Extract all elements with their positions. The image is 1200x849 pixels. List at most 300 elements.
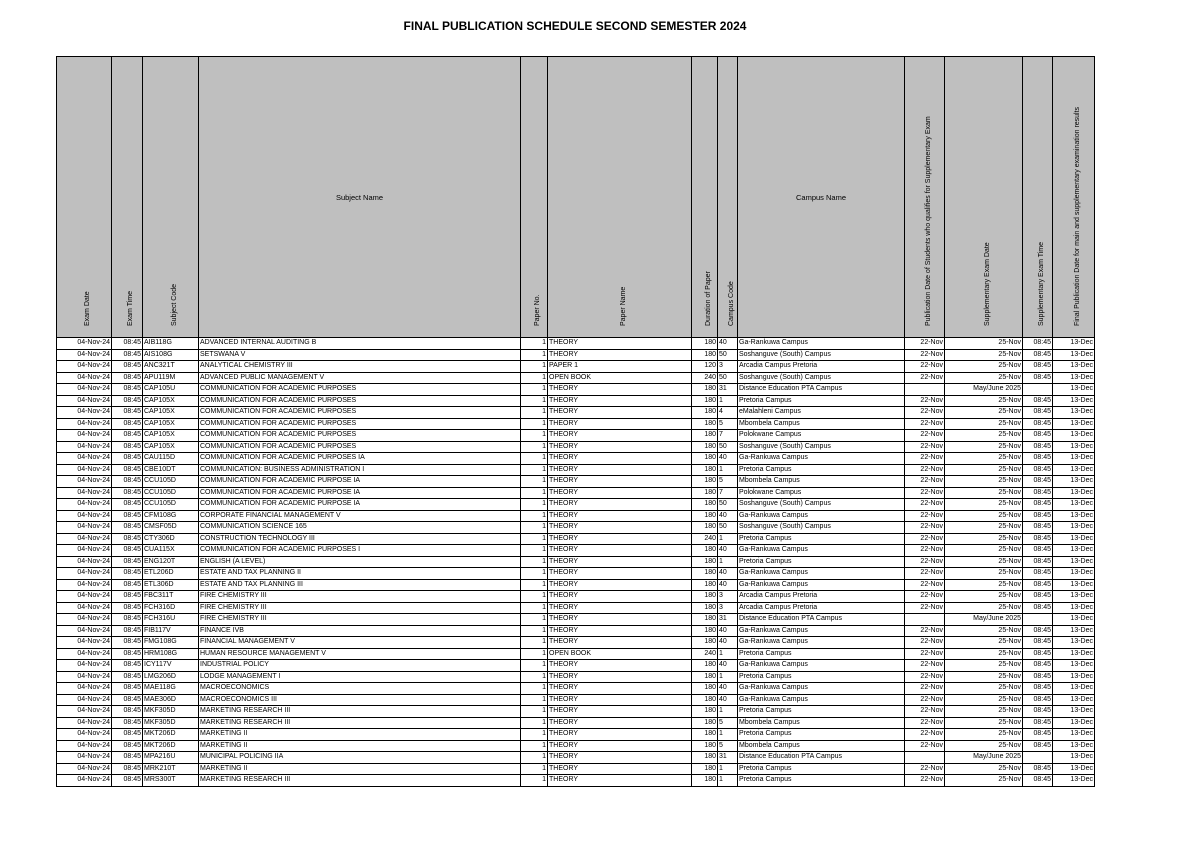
cell-exam-time: 08:45	[112, 556, 143, 568]
cell-exam-time: 08:45	[112, 430, 143, 442]
cell-subject-name: ENGLISH (A LEVEL)	[199, 556, 521, 568]
cell-publication-date: 22-Nov	[905, 763, 945, 775]
cell-exam-time: 08:45	[112, 499, 143, 511]
cell-paper-no: 1	[521, 740, 548, 752]
cell-final-publication: 13-Dec	[1053, 683, 1095, 695]
cell-supp-exam-time: 08:45	[1023, 476, 1053, 488]
cell-duration: 240	[692, 533, 718, 545]
table-row	[57, 556, 1095, 568]
cell-exam-time: 08:45	[112, 453, 143, 465]
cell-subject-code: FBC311T	[143, 591, 199, 603]
cell-exam-date: 04-Nov-24	[57, 487, 112, 499]
cell-paper-name: THEORY	[548, 614, 692, 626]
cell-subject-code: MAE306D	[143, 694, 199, 706]
cell-campus-code: 1	[718, 648, 738, 660]
cell-final-publication: 13-Dec	[1053, 602, 1095, 614]
cell-supp-exam-date: May/June 2025	[945, 384, 1023, 396]
cell-final-publication: 13-Dec	[1053, 694, 1095, 706]
cell-supp-exam-date: 25-Nov	[945, 464, 1023, 476]
cell-duration: 240	[692, 372, 718, 384]
cell-supp-exam-date: 25-Nov	[945, 349, 1023, 361]
cell-subject-code: CAP105U	[143, 384, 199, 396]
cell-campus-name: Ga-Rankuwa Campus	[738, 338, 905, 350]
cell-campus-name: Soshanguve (South) Campus	[738, 441, 905, 453]
cell-supp-exam-time: 08:45	[1023, 407, 1053, 419]
cell-final-publication: 13-Dec	[1053, 579, 1095, 591]
cell-supp-exam-date: 25-Nov	[945, 591, 1023, 603]
header-duration: Duration of Paper	[692, 57, 718, 338]
cell-subject-code: ETL306D	[143, 579, 199, 591]
cell-supp-exam-date: 25-Nov	[945, 717, 1023, 729]
cell-duration: 180	[692, 510, 718, 522]
cell-subject-name: ESTATE AND TAX PLANNING III	[199, 579, 521, 591]
cell-supp-exam-date: 25-Nov	[945, 671, 1023, 683]
table-row	[57, 453, 1095, 465]
cell-final-publication: 13-Dec	[1053, 395, 1095, 407]
cell-exam-date: 04-Nov-24	[57, 499, 112, 511]
cell-supp-exam-time: 08:45	[1023, 418, 1053, 430]
table-row	[57, 637, 1095, 649]
cell-paper-name: THEORY	[548, 487, 692, 499]
cell-supp-exam-time: 08:45	[1023, 533, 1053, 545]
table-row	[57, 430, 1095, 442]
cell-duration: 180	[692, 602, 718, 614]
cell-campus-code: 5	[718, 418, 738, 430]
cell-campus-name: Polokwane Campus	[738, 430, 905, 442]
cell-exam-date: 04-Nov-24	[57, 533, 112, 545]
cell-subject-code: MRK210T	[143, 763, 199, 775]
cell-campus-code: 4	[718, 407, 738, 419]
cell-campus-name: Ga-Rankuwa Campus	[738, 579, 905, 591]
cell-exam-time: 08:45	[112, 372, 143, 384]
cell-paper-name: THEORY	[548, 591, 692, 603]
cell-campus-code: 5	[718, 740, 738, 752]
cell-publication-date: 22-Nov	[905, 361, 945, 373]
cell-campus-code: 40	[718, 660, 738, 672]
cell-exam-time: 08:45	[112, 487, 143, 499]
cell-campus-code: 1	[718, 671, 738, 683]
cell-campus-name: Pretoria Campus	[738, 775, 905, 787]
cell-duration: 180	[692, 568, 718, 580]
cell-campus-name: Ga-Rankuwa Campus	[738, 637, 905, 649]
table-row	[57, 579, 1095, 591]
cell-paper-no: 1	[521, 476, 548, 488]
table-row	[57, 372, 1095, 384]
cell-exam-time: 08:45	[112, 775, 143, 787]
cell-supp-exam-date: 25-Nov	[945, 556, 1023, 568]
cell-exam-date: 04-Nov-24	[57, 384, 112, 396]
cell-exam-date: 04-Nov-24	[57, 418, 112, 430]
cell-exam-date: 04-Nov-24	[57, 453, 112, 465]
cell-paper-name: THEORY	[548, 706, 692, 718]
cell-publication-date: 22-Nov	[905, 395, 945, 407]
cell-final-publication: 13-Dec	[1053, 568, 1095, 580]
table-row	[57, 763, 1095, 775]
table-row	[57, 740, 1095, 752]
table-row	[57, 349, 1095, 361]
cell-subject-name: COMMUNICATION FOR ACADEMIC PURPOSES	[199, 395, 521, 407]
cell-paper-name: THEORY	[548, 740, 692, 752]
cell-exam-date: 04-Nov-24	[57, 717, 112, 729]
cell-supp-exam-time	[1023, 752, 1053, 764]
cell-exam-date: 04-Nov-24	[57, 372, 112, 384]
cell-paper-no: 1	[521, 763, 548, 775]
cell-campus-code: 1	[718, 464, 738, 476]
cell-exam-date: 04-Nov-24	[57, 706, 112, 718]
cell-paper-no: 1	[521, 338, 548, 350]
cell-exam-time: 08:45	[112, 717, 143, 729]
cell-exam-time: 08:45	[112, 625, 143, 637]
cell-subject-name: INDUSTRIAL POLICY	[199, 660, 521, 672]
cell-subject-name: MARKETING II	[199, 729, 521, 741]
cell-duration: 180	[692, 637, 718, 649]
cell-paper-name: THEORY	[548, 499, 692, 511]
cell-exam-date: 04-Nov-24	[57, 579, 112, 591]
table-row	[57, 545, 1095, 557]
cell-paper-no: 1	[521, 441, 548, 453]
cell-campus-name: Mbombela Campus	[738, 418, 905, 430]
cell-final-publication: 13-Dec	[1053, 487, 1095, 499]
cell-paper-name: OPEN BOOK	[548, 648, 692, 660]
cell-campus-name: Soshanguve (South) Campus	[738, 372, 905, 384]
table-row	[57, 671, 1095, 683]
cell-publication-date: 22-Nov	[905, 441, 945, 453]
cell-supp-exam-date: May/June 2025	[945, 614, 1023, 626]
table-row	[57, 775, 1095, 787]
cell-paper-name: THEORY	[548, 729, 692, 741]
cell-supp-exam-date: 25-Nov	[945, 430, 1023, 442]
cell-supp-exam-date: 25-Nov	[945, 441, 1023, 453]
cell-supp-exam-date: 25-Nov	[945, 602, 1023, 614]
cell-supp-exam-time: 08:45	[1023, 545, 1053, 557]
cell-publication-date: 22-Nov	[905, 349, 945, 361]
cell-publication-date: 22-Nov	[905, 729, 945, 741]
cell-supp-exam-date: 25-Nov	[945, 648, 1023, 660]
cell-subject-name: MARKETING RESEARCH III	[199, 717, 521, 729]
cell-exam-time: 08:45	[112, 395, 143, 407]
cell-campus-name: Pretoria Campus	[738, 729, 905, 741]
cell-paper-no: 1	[521, 637, 548, 649]
cell-campus-code: 50	[718, 499, 738, 511]
table-row	[57, 464, 1095, 476]
cell-exam-date: 04-Nov-24	[57, 407, 112, 419]
cell-exam-date: 04-Nov-24	[57, 545, 112, 557]
cell-duration: 180	[692, 338, 718, 350]
cell-supp-exam-date: 25-Nov	[945, 775, 1023, 787]
cell-final-publication: 13-Dec	[1053, 763, 1095, 775]
cell-supp-exam-time: 08:45	[1023, 717, 1053, 729]
cell-paper-name: THEORY	[548, 476, 692, 488]
cell-supp-exam-date: 25-Nov	[945, 545, 1023, 557]
cell-duration: 180	[692, 407, 718, 419]
cell-supp-exam-date: 25-Nov	[945, 476, 1023, 488]
table-row	[57, 614, 1095, 626]
cell-exam-date: 04-Nov-24	[57, 740, 112, 752]
cell-campus-code: 7	[718, 430, 738, 442]
table-row	[57, 706, 1095, 718]
cell-campus-name: Ga-Rankuwa Campus	[738, 683, 905, 695]
cell-supp-exam-time: 08:45	[1023, 441, 1053, 453]
table-row	[57, 752, 1095, 764]
cell-exam-date: 04-Nov-24	[57, 441, 112, 453]
cell-subject-code: ENG120T	[143, 556, 199, 568]
cell-paper-name: THEORY	[548, 545, 692, 557]
cell-final-publication: 13-Dec	[1053, 706, 1095, 718]
table-row	[57, 476, 1095, 488]
cell-exam-time: 08:45	[112, 602, 143, 614]
cell-supp-exam-date: 25-Nov	[945, 660, 1023, 672]
cell-publication-date: 22-Nov	[905, 625, 945, 637]
cell-exam-date: 04-Nov-24	[57, 660, 112, 672]
cell-paper-no: 1	[521, 752, 548, 764]
cell-exam-time: 08:45	[112, 361, 143, 373]
cell-paper-no: 1	[521, 706, 548, 718]
cell-campus-code: 3	[718, 602, 738, 614]
cell-exam-time: 08:45	[112, 441, 143, 453]
cell-final-publication: 13-Dec	[1053, 510, 1095, 522]
cell-duration: 120	[692, 361, 718, 373]
cell-duration: 180	[692, 453, 718, 465]
cell-supp-exam-time: 08:45	[1023, 349, 1053, 361]
cell-subject-code: CCU105D	[143, 499, 199, 511]
cell-duration: 180	[692, 430, 718, 442]
cell-paper-no: 1	[521, 418, 548, 430]
cell-paper-name: THEORY	[548, 660, 692, 672]
cell-campus-name: Ga-Rankuwa Campus	[738, 545, 905, 557]
cell-supp-exam-date: 25-Nov	[945, 487, 1023, 499]
cell-supp-exam-time: 08:45	[1023, 671, 1053, 683]
cell-final-publication: 13-Dec	[1053, 361, 1095, 373]
cell-publication-date: 22-Nov	[905, 568, 945, 580]
cell-exam-date: 04-Nov-24	[57, 671, 112, 683]
cell-subject-code: CAP105X	[143, 430, 199, 442]
cell-campus-name: Pretoria Campus	[738, 395, 905, 407]
cell-exam-time: 08:45	[112, 706, 143, 718]
cell-subject-name: COMMUNICATION FOR ACADEMIC PURPOSES IA	[199, 453, 521, 465]
cell-supp-exam-time: 08:45	[1023, 625, 1053, 637]
cell-duration: 180	[692, 441, 718, 453]
cell-subject-code: CAU115D	[143, 453, 199, 465]
cell-exam-date: 04-Nov-24	[57, 648, 112, 660]
cell-paper-name: THEORY	[548, 407, 692, 419]
cell-publication-date: 22-Nov	[905, 648, 945, 660]
cell-paper-name: PAPER 1	[548, 361, 692, 373]
cell-supp-exam-date: 25-Nov	[945, 740, 1023, 752]
cell-duration: 180	[692, 752, 718, 764]
cell-supp-exam-time: 08:45	[1023, 510, 1053, 522]
header-supp-exam-date: Supplementary Exam Date	[945, 57, 1023, 338]
cell-subject-code: MPA216U	[143, 752, 199, 764]
cell-subject-name: COMMUNICATION FOR ACADEMIC PURPOSE IA	[199, 487, 521, 499]
table-row	[57, 683, 1095, 695]
cell-supp-exam-date: 25-Nov	[945, 453, 1023, 465]
cell-subject-name: MUNICIPAL POLICING IIA	[199, 752, 521, 764]
cell-duration: 180	[692, 418, 718, 430]
cell-subject-name: MARKETING II	[199, 763, 521, 775]
cell-duration: 180	[692, 614, 718, 626]
cell-exam-date: 04-Nov-24	[57, 602, 112, 614]
cell-campus-name: Ga-Rankuwa Campus	[738, 625, 905, 637]
table-row	[57, 338, 1095, 350]
cell-supp-exam-date: 25-Nov	[945, 729, 1023, 741]
cell-paper-no: 1	[521, 556, 548, 568]
cell-paper-no: 1	[521, 775, 548, 787]
cell-exam-time: 08:45	[112, 407, 143, 419]
cell-paper-no: 1	[521, 568, 548, 580]
cell-campus-code: 3	[718, 361, 738, 373]
page-title: FINAL PUBLICATION SCHEDULE SECOND SEMESTER 2024	[403, 19, 747, 33]
cell-subject-name: COMMUNICATION: BUSINESS ADMINISTRATION I	[199, 464, 521, 476]
cell-campus-code: 50	[718, 349, 738, 361]
cell-final-publication: 13-Dec	[1053, 476, 1095, 488]
cell-exam-time: 08:45	[112, 683, 143, 695]
cell-supp-exam-time: 08:45	[1023, 395, 1053, 407]
cell-subject-name: SETSWANA V	[199, 349, 521, 361]
cell-exam-date: 04-Nov-24	[57, 591, 112, 603]
cell-subject-name: COMMUNICATION FOR ACADEMIC PURPOSE IA	[199, 499, 521, 511]
cell-exam-date: 04-Nov-24	[57, 338, 112, 350]
cell-exam-date: 04-Nov-24	[57, 476, 112, 488]
cell-subject-code: FMG108G	[143, 637, 199, 649]
cell-subject-name: MACROECONOMICS	[199, 683, 521, 695]
cell-supp-exam-time: 08:45	[1023, 430, 1053, 442]
cell-supp-exam-date: 25-Nov	[945, 510, 1023, 522]
table-row	[57, 510, 1095, 522]
cell-campus-name: Pretoria Campus	[738, 763, 905, 775]
cell-duration: 180	[692, 763, 718, 775]
cell-exam-time: 08:45	[112, 338, 143, 350]
cell-paper-no: 1	[521, 648, 548, 660]
cell-exam-date: 04-Nov-24	[57, 395, 112, 407]
table-row	[57, 395, 1095, 407]
cell-exam-date: 04-Nov-24	[57, 349, 112, 361]
cell-duration: 180	[692, 775, 718, 787]
cell-exam-date: 04-Nov-24	[57, 763, 112, 775]
table-row	[57, 694, 1095, 706]
cell-exam-date: 04-Nov-24	[57, 694, 112, 706]
cell-paper-name: THEORY	[548, 683, 692, 695]
cell-subject-code: CUA115X	[143, 545, 199, 557]
cell-campus-code: 1	[718, 775, 738, 787]
cell-subject-code: CCU105D	[143, 476, 199, 488]
table-row	[57, 648, 1095, 660]
cell-subject-code: MRS300T	[143, 775, 199, 787]
cell-subject-code: CMSF05D	[143, 522, 199, 534]
cell-duration: 180	[692, 625, 718, 637]
cell-exam-time: 08:45	[112, 418, 143, 430]
table-row	[57, 729, 1095, 741]
cell-exam-date: 04-Nov-24	[57, 556, 112, 568]
cell-campus-name: Ga-Rankuwa Campus	[738, 510, 905, 522]
cell-publication-date: 22-Nov	[905, 694, 945, 706]
cell-exam-time: 08:45	[112, 648, 143, 660]
cell-subject-code: CAP105X	[143, 407, 199, 419]
cell-campus-name: Pretoria Campus	[738, 648, 905, 660]
cell-supp-exam-date: 25-Nov	[945, 763, 1023, 775]
cell-publication-date: 22-Nov	[905, 671, 945, 683]
cell-paper-no: 1	[521, 522, 548, 534]
cell-publication-date: 22-Nov	[905, 464, 945, 476]
cell-campus-name: Arcadia Campus Pretoria	[738, 591, 905, 603]
cell-supp-exam-date: 25-Nov	[945, 625, 1023, 637]
cell-final-publication: 13-Dec	[1053, 441, 1095, 453]
cell-supp-exam-time: 08:45	[1023, 556, 1053, 568]
cell-exam-date: 04-Nov-24	[57, 752, 112, 764]
cell-campus-name: Distance Education PTA Campus	[738, 614, 905, 626]
cell-supp-exam-time: 08:45	[1023, 591, 1053, 603]
cell-exam-time: 08:45	[112, 349, 143, 361]
cell-campus-code: 50	[718, 522, 738, 534]
cell-subject-code: AIS108G	[143, 349, 199, 361]
cell-publication-date	[905, 752, 945, 764]
cell-subject-code: CAP105X	[143, 418, 199, 430]
cell-paper-no: 1	[521, 614, 548, 626]
header-campus-name: Campus Name	[738, 57, 905, 338]
cell-supp-exam-time: 08:45	[1023, 453, 1053, 465]
cell-supp-exam-date: May/June 2025	[945, 752, 1023, 764]
cell-final-publication: 13-Dec	[1053, 752, 1095, 764]
cell-campus-code: 1	[718, 556, 738, 568]
cell-subject-code: APU119M	[143, 372, 199, 384]
cell-campus-code: 31	[718, 384, 738, 396]
cell-supp-exam-date: 25-Nov	[945, 499, 1023, 511]
cell-subject-name: CORPORATE FINANCIAL MANAGEMENT V	[199, 510, 521, 522]
cell-final-publication: 13-Dec	[1053, 660, 1095, 672]
cell-paper-name: THEORY	[548, 384, 692, 396]
cell-final-publication: 13-Dec	[1053, 533, 1095, 545]
table-row	[57, 487, 1095, 499]
cell-duration: 180	[692, 683, 718, 695]
header-publication-date: Publication Date of Students who qualifies for Supplementary Exam	[905, 57, 945, 338]
cell-campus-name: Mbombela Campus	[738, 717, 905, 729]
cell-campus-name: Mbombela Campus	[738, 740, 905, 752]
cell-publication-date: 22-Nov	[905, 418, 945, 430]
cell-exam-time: 08:45	[112, 533, 143, 545]
cell-campus-code: 40	[718, 694, 738, 706]
cell-campus-name: Pretoria Campus	[738, 556, 905, 568]
cell-paper-name: THEORY	[548, 694, 692, 706]
cell-exam-date: 04-Nov-24	[57, 625, 112, 637]
cell-supp-exam-time: 08:45	[1023, 464, 1053, 476]
cell-paper-no: 1	[521, 361, 548, 373]
cell-campus-code: 3	[718, 591, 738, 603]
cell-exam-time: 08:45	[112, 729, 143, 741]
cell-paper-name: THEORY	[548, 349, 692, 361]
cell-campus-name: Ga-Rankuwa Campus	[738, 694, 905, 706]
cell-paper-name: THEORY	[548, 338, 692, 350]
cell-exam-time: 08:45	[112, 568, 143, 580]
cell-final-publication: 13-Dec	[1053, 637, 1095, 649]
cell-subject-code: ICY117V	[143, 660, 199, 672]
cell-supp-exam-time: 08:45	[1023, 740, 1053, 752]
cell-duration: 180	[692, 464, 718, 476]
cell-publication-date: 22-Nov	[905, 660, 945, 672]
cell-supp-exam-date: 25-Nov	[945, 568, 1023, 580]
cell-supp-exam-time: 08:45	[1023, 775, 1053, 787]
cell-paper-no: 1	[521, 395, 548, 407]
cell-subject-name: CONSTRUCTION TECHNOLOGY III	[199, 533, 521, 545]
cell-subject-code: ETL206D	[143, 568, 199, 580]
cell-duration: 180	[692, 384, 718, 396]
cell-final-publication: 13-Dec	[1053, 556, 1095, 568]
cell-paper-name: THEORY	[548, 522, 692, 534]
cell-final-publication: 13-Dec	[1053, 717, 1095, 729]
cell-final-publication: 13-Dec	[1053, 349, 1095, 361]
cell-subject-name: FIRE CHEMISTRY III	[199, 591, 521, 603]
cell-exam-time: 08:45	[112, 384, 143, 396]
cell-supp-exam-time: 08:45	[1023, 602, 1053, 614]
cell-campus-name: eMalahleni Campus	[738, 407, 905, 419]
